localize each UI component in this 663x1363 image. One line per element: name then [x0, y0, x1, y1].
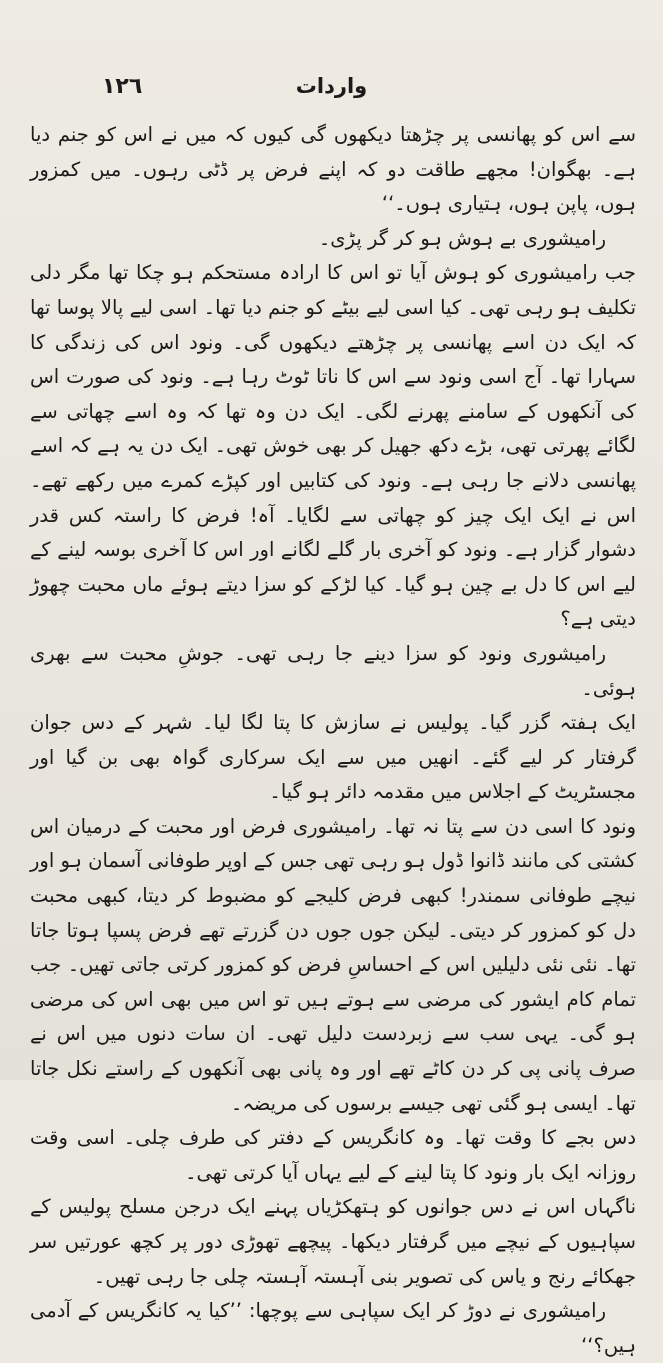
- paragraph-resolve: جب رامیشوری کو ہوش آیا تو اس کا ارادہ مستحکم ہو چکا تھا مگر دلی تکلیف ہو رہی تھی۔ کیا اسی لیے بیٹے کو جنم دیا تھا۔ اسی لیے پالا پوسا تھا کہ ایک دن اسے پھانسی پر چڑھتے دیکھوں گی۔ ونود اس کی زندگی کا سہارا تھا۔ آج اسی ونود سے اس کا ناتا ٹوٹ رہا ہے۔ ونود کی صورت اس کی آنکھوں کے سامنے پھرنے لگی۔ ایک دن وہ تھا کہ وہ اسے چھاتی سے لگائے پھرتی تھی، بڑے دکھ جھیل کر بھی خوش تھی۔ ایک دن یہ ہے کہ اسے پھانسی دلانے جا رہی ہے۔ ونود کی کتابیں اور کپڑے کمرے میں رکھے تھے۔ اس نے ایک ایک چیز کو چھاتی سے لگایا۔ آہ! فرض کا راستہ کس قدر دشوار گزار ہے۔ ونود کو آخری بار گلے لگانے اور اس کا آخری بوسہ لینے کے لیے اس کا دل بے چین ہو گیا۔ کیا لڑکے کو سزا دیتے ہوئے ماں محبت چھوڑ دیتی ہے؟: [30, 261, 636, 631]
- paragraph-fainting: رامیشوری بے ہوش ہو کر گر پڑی۔: [318, 226, 606, 250]
- paragraph-congress-office: دس بجے کا وقت تھا۔ وہ کانگریس کے دفتر کی طرف چلی۔ اسی وقت روزانہ ایک بار ونود کا پتا لینے کے لیے یہاں آیا کرتی تھی۔: [30, 1126, 636, 1184]
- paragraph-continuation: سے اس کو پھانسی پر چڑھتا دیکھوں گی کیوں کہ میں نے اس کو جنم دیا ہے۔ بھگوان! مجھے طاقت دو کہ اپنے فرض پر ڈٹی رہوں۔ میں کمزور ہوں، پاپن ہوں، ہتیاری ہوں۔‘‘: [30, 123, 636, 216]
- page-number: ١٢٦: [102, 74, 143, 99]
- running-title: واردات: [295, 74, 368, 98]
- paragraph-prisoners: ناگہاں اس نے دس جوانوں کو ہتھکڑیاں پہنے ایک درجن مسلح پولیس کے سپاہیوں کے نیچے میں گرفتار دیکھا۔ پیچھے تھوڑی دور پر کچھ عورتیں سر جھکائے رنج و یاس کی تصویر بنی آہستہ آہستہ چلی جا رہی تھیں۔: [30, 1195, 636, 1288]
- page-header: [0, 74, 663, 106]
- paragraph-question: رامیشوری نے دوڑ کر ایک سپاہی سے پوچھا: ’’کیا یہ کانگریس کے آدمی ہیں؟‘‘: [30, 1299, 636, 1357]
- paragraph-love: رامیشوری ونود کو سزا دینے جا رہی تھی۔ جوشِ محبت سے بھری ہوئی۔: [30, 641, 636, 700]
- paragraph-arrests: ایک ہفتہ گزر گیا۔ پولیس نے سازش کا پتا لگا لیا۔ شہر کے دس جوان گرفتار کر لیے گئے۔ انھیں میں سے ایک سرکاری گواہ بھی بن گیا اور مجسٹریٹ کے اجلاس میں مقدمہ دائر ہو گیا۔: [30, 711, 636, 804]
- page-body: [30, 118, 636, 1363]
- paragraph-dilemma: ونود کا اسی دن سے پتا نہ تھا۔ رامیشوری فرض اور محبت کے درمیان اس کشتی کی مانند ڈانوا ڈول ہو رہی تھی جس کے اوپر طوفانی آسمان ہو اور نیچے طوفانی سمندر! کبھی فرض کلیجے کو مضبوط کر دیتا، کبھی محبت دل کو کمزور کر دیتی۔ لیکن جوں جوں دن گزرتے تھے فرض پسپا ہوتا جاتا تھا۔ نئی نئی دلیلیں اس کے احساسِ فرض کو کمزور کرتی جاتی تھیں۔ جب تمام کام ایشور کی مرضی سے ہوتے ہیں تو اس میں بھی اس کی مرضی ہو گی۔ یہی سب سے زبردست دلیل تھی۔ ان سات دنوں میں اس نے صرف پانی پی کر دن کاٹے تھے اور وہ پانی بھی آنکھوں کے راستے نکل جاتا تھا۔ ایسی ہو گئی تھی جیسے برسوں کی مریضہ۔: [30, 814, 636, 1115]
